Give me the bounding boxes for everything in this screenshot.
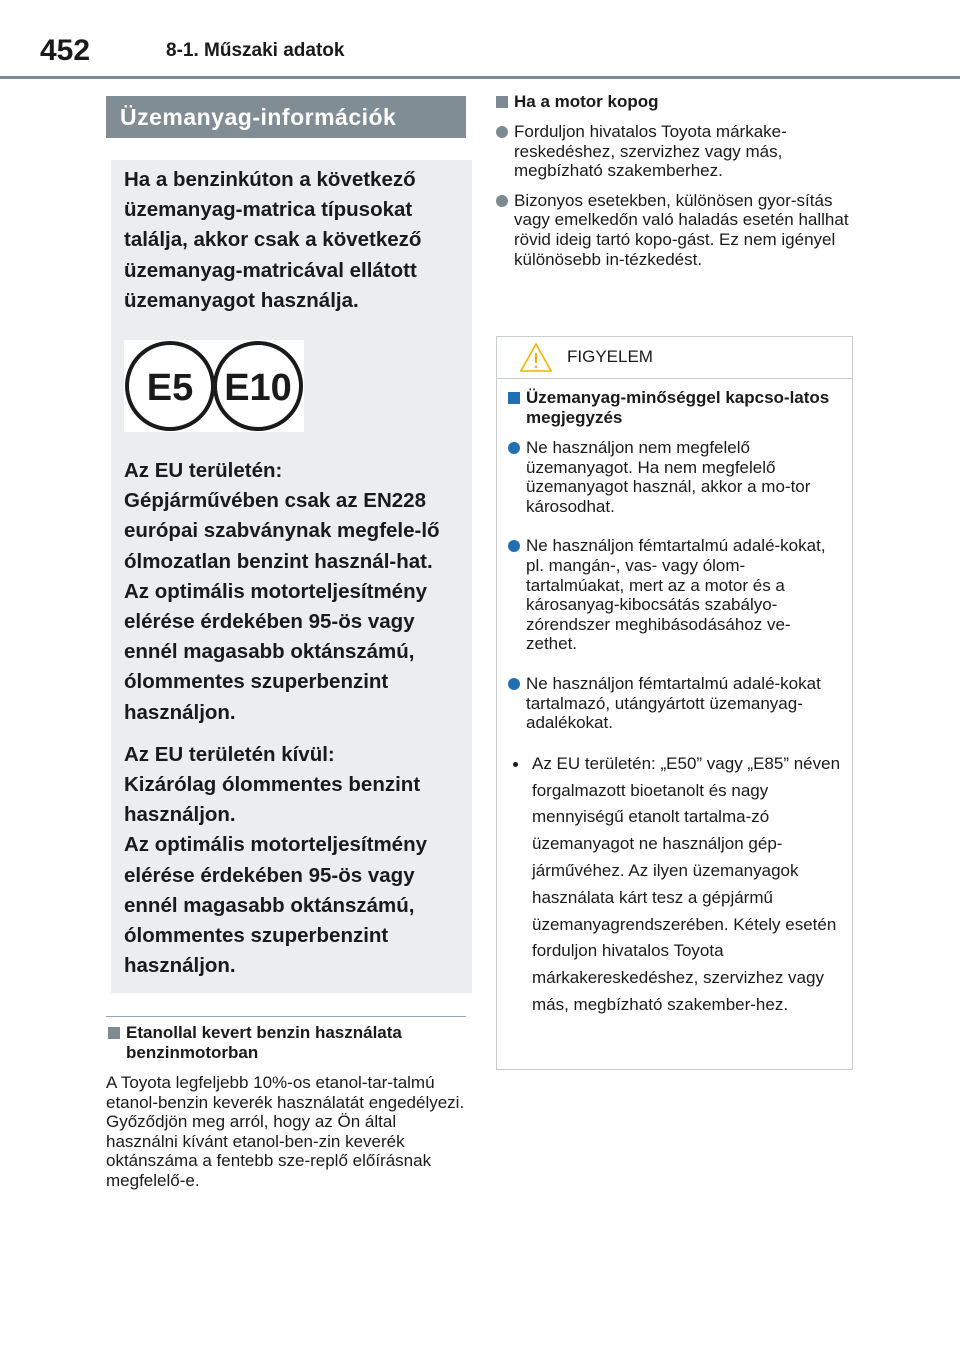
eu-text-2: Az optimális motorteljesítmény elérése érdekében 95-ös vagy ennél magasabb oktánszámú, ólommentes szuperbenzint használjon.	[124, 579, 428, 724]
round-bullet-icon	[496, 195, 508, 207]
warning-box	[496, 336, 853, 1070]
fuel-intro-text: Ha a benzinkúton a következő üzemanyag-matrica típusokat találja, akkor csak a következő üzemanyag-matricával ellátott üzemanyagot használja.	[124, 168, 422, 312]
ethanol-text: A Toyota legfeljebb 10%-os etanol-tar-talmú etanol-benzin keverék használatát engedélyezi. Győződjön meg arról, hogy az Ön által használni kívánt etanol-ben-zin keverék oktánszáma a fentebb sze-replő előírásnak megfelelő-e.	[106, 1073, 465, 1190]
round-bullet-icon	[496, 126, 508, 138]
fuel-label-image	[124, 340, 304, 432]
eu-text-1: Gépjárművében csak az EN228 európai szabványnak megfele-lő ólmozatlan benzint használ-hat.	[124, 489, 440, 573]
knock-item: Forduljon hivatalos Toyota márkake-reskedéshez, szervizhez vagy más, megbízható szakemberhez.	[494, 122, 854, 181]
round-bullet-icon	[508, 442, 520, 454]
square-bullet-icon	[508, 392, 520, 404]
round-bullet-icon	[508, 540, 520, 552]
fuel-info-title: Üzemanyag-információk	[106, 96, 466, 138]
warning-header	[497, 337, 852, 379]
section-divider	[106, 1016, 466, 1017]
warning-body	[506, 381, 841, 1019]
square-bullet-icon	[496, 96, 508, 108]
page-number: 452	[40, 34, 91, 67]
page-header	[0, 0, 960, 78]
ethanol-heading: Etanollal kevert benzin használata benzinmotorban	[106, 1023, 468, 1063]
small-dot-icon	[513, 762, 518, 767]
knock-item: Bizonyos esetekben, különösen gyor-sítás vagy emelkedőn való haladás esetén hallhat rövid ideig tartó kopo-gást. Ez nem igényel különösebb in-tézkedést.	[494, 191, 854, 269]
ethanol-section	[106, 1023, 468, 1191]
eu-heading: Az EU területén:	[124, 459, 283, 483]
label-e10: E10	[224, 367, 292, 410]
warning-item: Ne használjon fémtartalmú adalé-kokat tartalmazó, utángyártott üzemanyag-adalékokat.	[506, 674, 841, 733]
label-e5: E5	[146, 367, 194, 410]
left-column	[106, 96, 466, 1190]
right-column	[494, 92, 854, 269]
fuel-labels-icon	[124, 340, 304, 432]
square-bullet-icon	[108, 1027, 120, 1039]
warning-label: FIGYELEM	[567, 347, 653, 366]
fuel-quality-heading: Üzemanyag-minőséggel kapcso-latos megjegyzés	[506, 388, 841, 428]
header-rule	[0, 76, 960, 79]
bioethanol-note: Az EU területén: „E50” vagy „E85” néven forgalmazott bioetanolt és nagy mennyiségű etanolt tartalma-zó üzemanyagot ne használjon gép-járművéhez. Az ilyen üzemanyagok használata kárt tesz a gépjármű üzemanyagrendszerében. Kétely esetén forduljon hivatalos Toyota márkakereskedéshez, szervizhez vagy más, megbízható szakember-hez.	[506, 751, 841, 1019]
fuel-requirements-box	[111, 160, 472, 993]
non-eu-text-1: Kizárólag ólommentes benzint használjon.	[124, 773, 421, 827]
warning-triangle-icon	[519, 342, 553, 374]
warning-item: Ne használjon nem megfelelő üzemanyagot. Ha nem megfelelő üzemanyagot használ, akkor a mo-tor károsodhat.	[506, 438, 841, 516]
warning-item: Ne használjon fémtartalmú adalé-kokat, pl. mangán-, vas- vagy ólom-tartalmúakat, mert az a motor és a károsanyag-kibocsátás szabályo-zórendszer meghibásodásához ve-zethet.	[506, 536, 841, 654]
non-eu-heading: Az EU területén kívül:	[124, 742, 335, 766]
section-title: 8-1. Műszaki adatok	[166, 40, 345, 61]
non-eu-text-2: Az optimális motorteljesítmény elérése érdekében 95-ös vagy ennél magasabb oktánszámú, ólommentes szuperbenzint használjon.	[124, 833, 428, 978]
round-bullet-icon	[508, 678, 520, 690]
knock-heading: Ha a motor kopog	[494, 92, 854, 112]
